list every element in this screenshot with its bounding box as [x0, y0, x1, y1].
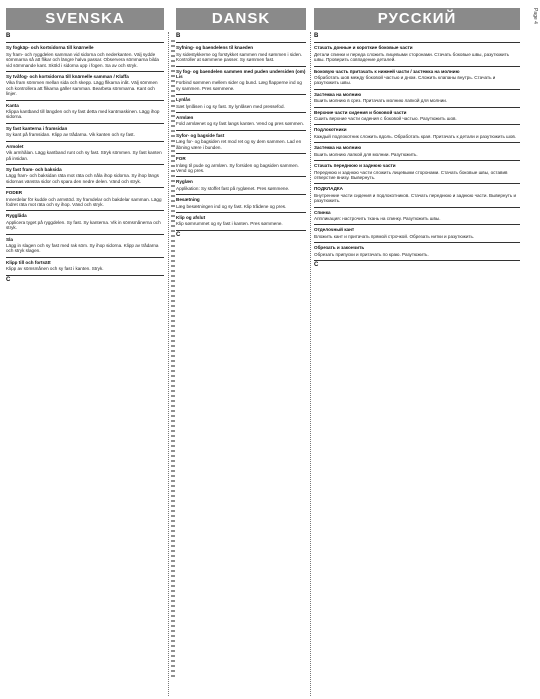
instruction-text: Lägg in slagen och sy fast med rak söm. Sy ihop sidorna. Klipp av trådarna och stryk slagen.	[6, 242, 159, 254]
instruction-heading: Sy fast kanterna i framsidan	[6, 125, 68, 131]
rule	[176, 176, 306, 177]
instruction-text: Sæt lynlåsen i og sy fast. Sy lynlåsen med pressefod.	[176, 103, 285, 109]
instruction-block	[314, 163, 520, 180]
instruction-text: Applicera tyget på ryggdelen. Sy fast. Sy kanterna. Vik in sömsmånerna och stryk.	[6, 219, 161, 231]
instruction-block	[176, 45, 306, 62]
instruction-text: Sy sidestykkerne og forstykket sammen med sømmen i siden. Kontroller at sømmene passer. Sy sømmen fast.	[176, 51, 303, 63]
column-swedish	[6, 32, 164, 692]
instruction-heading: Syfning- og baendelens til knaeden	[176, 45, 254, 51]
instruction-heading: Отделочный кант	[314, 227, 355, 233]
instruction-block	[6, 213, 164, 230]
instruction-heading: FODER	[6, 190, 23, 196]
instruction-text: Вшить молнию лапкой для молнии. Разутюжить.	[314, 151, 418, 157]
instruction-block	[176, 156, 306, 173]
instruction-block	[314, 92, 520, 104]
column-danish	[176, 32, 306, 692]
instruction-block	[6, 190, 164, 207]
rule	[314, 142, 520, 143]
rule	[176, 42, 306, 43]
header-swedish: SVENSKA	[6, 8, 164, 30]
rule	[6, 234, 164, 235]
instruction-text: Аппликация: настрочить ткань на спинку. Разутюжить швы.	[314, 215, 441, 221]
rule	[6, 71, 164, 72]
instruction-text: Вшить молнию в срез. Притачать молнию лапкой для молнии.	[314, 98, 448, 104]
instruction-text: Forbind sømmen mellem sider og bund. Læg flapperne ind og sy sammen. Pres sømmene.	[176, 80, 302, 91]
instruction-heading: Застежка на молнию	[314, 145, 362, 151]
instruction-block	[314, 227, 520, 239]
instruction-block	[6, 144, 164, 161]
instruction-heading: Rygglåda	[6, 213, 27, 219]
instruction-text: Детали спинки и переда сложить лицевыми сторонами. Стачать боковые швы, разутюжить швы. Проверить совпадение деталей.	[314, 51, 510, 63]
instruction-text: Klippa kantband till längden och sy fast detta med kantmaskinen. Lägg ihop sidorna.	[6, 109, 160, 120]
instruction-heading: Klip og afslut	[176, 214, 206, 220]
instruction-heading: Armolet	[6, 143, 24, 149]
instruction-heading: Спинка	[314, 209, 331, 215]
rule	[176, 130, 306, 131]
rule	[6, 42, 164, 43]
rule	[176, 212, 306, 213]
instruction-heading: Стачать донные и короткие боковые части	[314, 45, 413, 51]
instruction-text: Fold armlænet og sy fast langs kanten. Vend og pres sømmen.	[176, 121, 304, 127]
instruction-block	[6, 126, 164, 138]
instruction-text: Каждый подлокотник сложить вдоль. Обработать края. Притачать к детали и разутюжить шов.	[314, 133, 517, 139]
instruction-block	[6, 167, 164, 184]
instruction-block	[6, 74, 164, 97]
instruction-text: Сшить верхние части сидения с боковой частью. Разутюжить шов.	[314, 116, 457, 122]
rule	[314, 66, 520, 67]
rule	[176, 230, 306, 231]
page-number: Page 4	[532, 8, 538, 24]
rule	[6, 141, 164, 142]
instruction-block	[314, 210, 520, 222]
column-russian	[314, 32, 520, 692]
instruction-heading: Подлокотники	[314, 127, 347, 133]
instruction-heading: Sla	[6, 236, 13, 242]
column-divider-right	[310, 32, 311, 696]
instruction-text: Переднюю и заднюю части сложить лицевыми сторонами. Стачать боковые швы, оставив отверстие внизу. Вывернуть.	[314, 169, 508, 180]
rule	[176, 153, 306, 154]
section-letter-bottom: C	[6, 276, 11, 283]
instruction-text: Lägg fram- och baksidan räta mot räta och nåla ihop sidorna. Sy ihop längs sidornas vänstra sidor och spara den nedre delen. Vänd och stryk.	[6, 173, 159, 184]
instruction-heading: Syfor- og bagside fast	[176, 132, 225, 138]
instruction-text: Vik armhålan. Lägg kantband runt och sy fast. Stryk sömmen. Sy fast kanten på insidan.	[6, 150, 162, 161]
section-letter-top: B	[176, 33, 181, 39]
instruction-block	[176, 197, 306, 209]
instruction-block	[176, 115, 306, 127]
rule	[176, 94, 306, 95]
instruction-block	[314, 186, 520, 203]
instruction-heading: Боковую часть притачать к нижней части / застежка на молнию	[314, 68, 460, 74]
instruction-text: Sy kant på framsidan. Klipp av trådarna. Vik kanten och sy fast.	[6, 132, 135, 138]
rule	[314, 224, 520, 225]
rule	[314, 42, 520, 43]
instruction-block	[176, 179, 306, 191]
column-divider-left	[168, 32, 169, 696]
instruction-heading: Sy tvåfog- och kortsidorna till knärnelle samman / Klaffa	[6, 74, 129, 80]
header-russian: РУССКИЙ	[314, 8, 520, 30]
rule	[314, 89, 520, 90]
instruction-text: Обрезать припуски и притачать по краю. Разутюжить.	[314, 251, 429, 257]
rule	[6, 275, 164, 276]
instruction-heading: Besætning	[176, 197, 200, 203]
instruction-heading: Sy fogkäp- och kortsidorna till knärnelle	[6, 45, 94, 51]
instruction-text: Klipp av sömsmånen och sy fast i kanten. Stryk.	[6, 266, 104, 272]
rule	[6, 164, 164, 165]
rule	[314, 107, 520, 108]
instruction-text: Обработать шов между боковой частью и дном. Сложить клапаны внутрь. Стачать и разутюжить швы.	[314, 75, 496, 86]
instruction-heading: ПОДКЛАДКА	[314, 186, 343, 192]
instruction-text: Applikation: Sy stoffet fast på ryglænet. Pres sømmene.	[176, 185, 290, 191]
instruction-heading: Sy fog- og baendelen sammen med puden undersiden (om) Lis	[176, 68, 306, 80]
instruction-block	[176, 69, 306, 92]
instruction-text: Klip sømrummet og sy fast i kanten. Pres sømmene.	[176, 221, 283, 227]
section-letter-bottom: C	[314, 261, 319, 268]
instruction-block	[6, 103, 164, 120]
instruction-text: Læg for- og bagsiden ret mod ret og sy dem sammen. Lad en åbning være i bunden.	[176, 139, 302, 150]
instruction-heading: Lynlås	[176, 97, 191, 103]
instruction-heading: Kanta	[6, 102, 19, 108]
instruction-text: Innerdelar för kudde och armstöd. Sy framdelar och bakdelar samman. Lägg fodret räta mot räta och sy ihop. Vänd och stryk.	[6, 196, 162, 207]
instruction-text: Sy fram- och ryggdelen samman vid sidorna och nederkanten. Välj sydde sömmarna så att flikar och längre halva passar. Observera sömmarna bilda vid sömmande kant. Sköld i sidorna upp i fogen. Sa av och stryk.	[6, 51, 159, 68]
instruction-block	[176, 215, 306, 227]
instruction-heading: FOR	[176, 156, 186, 162]
rule	[6, 123, 164, 124]
rule	[314, 183, 520, 184]
instruction-block	[314, 45, 520, 62]
rule	[176, 112, 306, 113]
rule	[176, 66, 306, 67]
rule	[314, 207, 520, 208]
cut-line	[171, 40, 175, 680]
instruction-text: Вложить кант и притачать прямой строчкой. Обрезать нитки и разутюжить.	[314, 233, 475, 239]
instruction-text: Внутренние части сидения и подлокотников. Стачать переднюю и заднюю части. Вывернуть и разутюжить.	[314, 192, 517, 204]
rule	[176, 194, 306, 195]
rule	[6, 210, 164, 211]
instruction-block	[314, 145, 520, 157]
section-letter-top: B	[314, 33, 319, 39]
rule	[314, 242, 520, 243]
instruction-heading: Стачать переднюю и заднюю части	[314, 163, 396, 169]
instruction-heading: Обрезать и закончить	[314, 245, 365, 251]
section-letter-top: B	[6, 33, 11, 39]
instruction-block	[314, 127, 520, 139]
instruction-heading: Sy fast fram- och baksida	[6, 166, 62, 172]
instruction-block	[6, 260, 164, 272]
instruction-heading: Верхние части сидения и боковой части	[314, 109, 407, 115]
section-letter-bottom: C	[176, 231, 181, 238]
rule	[6, 257, 164, 258]
rule	[6, 100, 164, 101]
instruction-block	[314, 245, 520, 257]
instruction-block	[176, 97, 306, 109]
instruction-heading: Застежка на молнию	[314, 91, 362, 97]
instruction-block	[6, 45, 164, 68]
instruction-block	[314, 110, 520, 122]
instruction-heading: Klipp till och fortsätt	[6, 259, 51, 265]
instruction-block	[176, 133, 306, 150]
instruction-heading: Ryglæn	[176, 179, 193, 185]
rule	[314, 260, 520, 261]
instruction-block	[314, 69, 520, 86]
instruction-text: Læg besætningen ind og sy fast. Klip trådene og pres.	[176, 203, 287, 209]
instruction-heading: Armlæn	[176, 115, 194, 121]
instruction-text: Vika fram sömmen mellan sida och skepp. Lägg flikarna inåt. Välj sömmen och kontrollera att flikarna gäller samman. Bearbeta sömmarna. Kant och linjer.	[6, 80, 158, 97]
header-danish: DANSK	[176, 8, 306, 30]
instruction-text: Inlæg til pude og armlæn. Sy forsiden og bagsiden sammen. Vend og pres.	[176, 162, 299, 173]
rule	[314, 160, 520, 161]
instruction-block	[6, 237, 164, 254]
rule	[6, 187, 164, 188]
rule	[314, 124, 520, 125]
